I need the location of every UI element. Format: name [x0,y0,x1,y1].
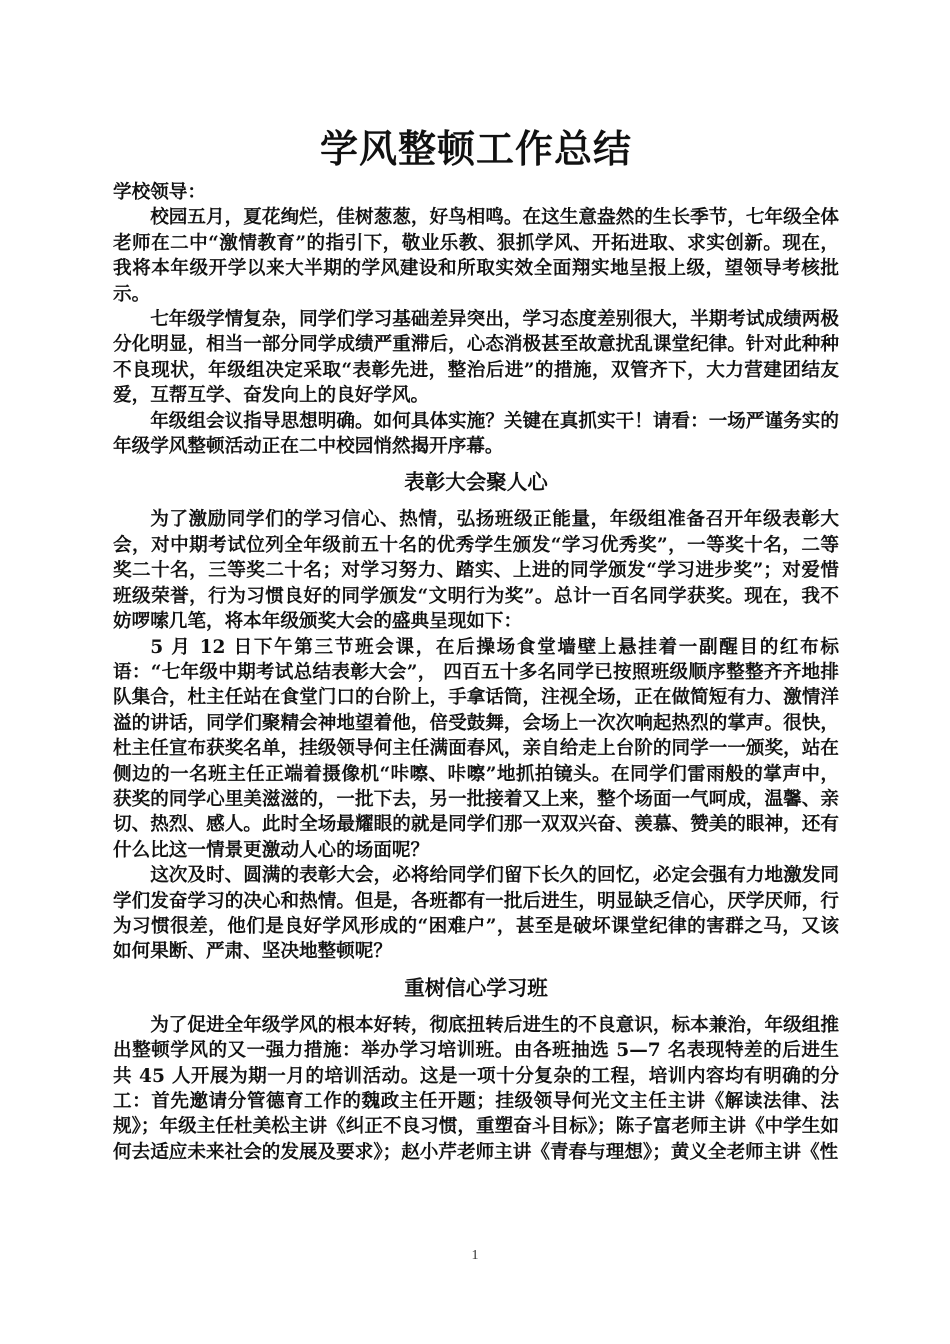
intro-paragraph: 年级组会议指导思想明确。如何具体实施？关键在真抓实干！请看：一场严谨务实的年级学风整顿活动正在二中校园悄然揭开序幕。 [113,410,839,458]
intro-paragraph: 校园五月，夏花绚烂，佳树葱葱，好鸟相鸣。在这生意盎然的生长季节，七年级全体老师在二中“激情教育”的指引下，敬业乐教、狠抓学风、开拓进取、求实创新。现在，我将本年级开学以来大半期的学风建设和所取实效全面翔实地呈报上级，望领导考核批示。 [113,207,839,305]
section-paragraph: 为了促进全年级学风的根本好转，彻底扭转后进生的不良意识，标本兼治，年级组推出整顿学风的又一强力措施：举办学习培训班。由各班抽选 5—7 名表现特差的后进生共 45 人开展为期一月的培训活动。这是一项十分复杂的工程，培训内容均有明确的分工：首先邀请分管德育工作的魏政主任开题；挂级领导何光文主任主讲《解读法律、法规》；年级主任杜美松主讲《纠正不良习惯，重塑奋斗目标》；陈子富老师主讲《中学生如何去适应未来社会的发展及要求》；赵小芹老师主讲《青春与理想》；黄义全老师主讲《性 [113,1014,839,1163]
section-heading-awards: 表彰大会聚人心 [404,470,548,495]
section-paragraph: 5 月 12 日下午第三节班会课，在后操场食堂墙壁上悬挂着一副醒目的红布标语：“七年级中期考试总结表彰大会”， 四百五十多名同学已按照班级顺序整整齐齐地排队集合，杜主任站在食堂门口的台阶上，手拿话筒，注视全场，正在做简短有力、激情洋溢的讲话，同学们聚精会神地望着他，倍受鼓舞，会场上一次次响起热烈的掌声。很快，杜主任宣布获奖名单，挂级领导何主任满面春风，亲自给走上台阶的同学一一颁奖，站在侧边的一名班主任正端着摄像机“咔嚓、咔嚓”地抓拍镜头。在同学们雷雨般的掌声中，获奖的同学心里美滋滋的，一批下去，另一批接着又上来，整个场面一气呵成，温馨、亲切、热烈、感人。此时全场最耀眼的就是同学们那一双双兴奋、羡慕、赞美的眼神，还有什么比这一情景更激动人心的场面呢？ [113,636,839,861]
intro-paragraph: 七年级学情复杂，同学们学习基础差异突出，学习态度差别很大，半期考试成绩两极分化明显，相当一部分同学成绩严重滞后，心态消极甚至故意扰乱课堂纪律。针对此种种不良现状，年级组决定采取“表彰先进，整治后进”的措施，双管齐下，大力营建团结友爱，互帮互学、奋发向上的良好学风。 [113,309,839,407]
page-number: 1 [471,1248,479,1263]
section-paragraph: 这次及时、圆满的表彰大会，必将给同学们留下长久的回忆，必定会强有力地激发同学们发奋学习的决心和热情。但是，各班都有一批后进生，明显缺乏信心，厌学厌师，行为习惯很差，他们是良好学风形成的“困难户”，甚至是破坏课堂纪律的害群之马，又该如何果断、严肃、坚决地整顿呢？ [113,865,839,963]
document-page [113,118,839,1165]
section-heading-study-class: 重树信心学习班 [404,975,548,1000]
section-paragraph: 为了激励同学们的学习信心、热情，弘扬班级正能量，年级组准备召开年级表彰大会，对中期考试位列全年级前五十名的优秀学生颁发“学习优秀奖”，一等奖十名，二等奖二十名，三等奖二十名；对学习努力、踏实、上进的同学颁发“学习进步奖”；对爱惜班级荣誉，行为习惯良好的同学颁发“文明行为奖”。总计一百名同学获奖。现在，我不妨啰嗦几笔，将本年级颁奖大会的盛典呈现如下： [113,509,839,633]
document-title: 学风整顿工作总结 [319,127,632,171]
salutation: 学校领导： [113,182,206,203]
